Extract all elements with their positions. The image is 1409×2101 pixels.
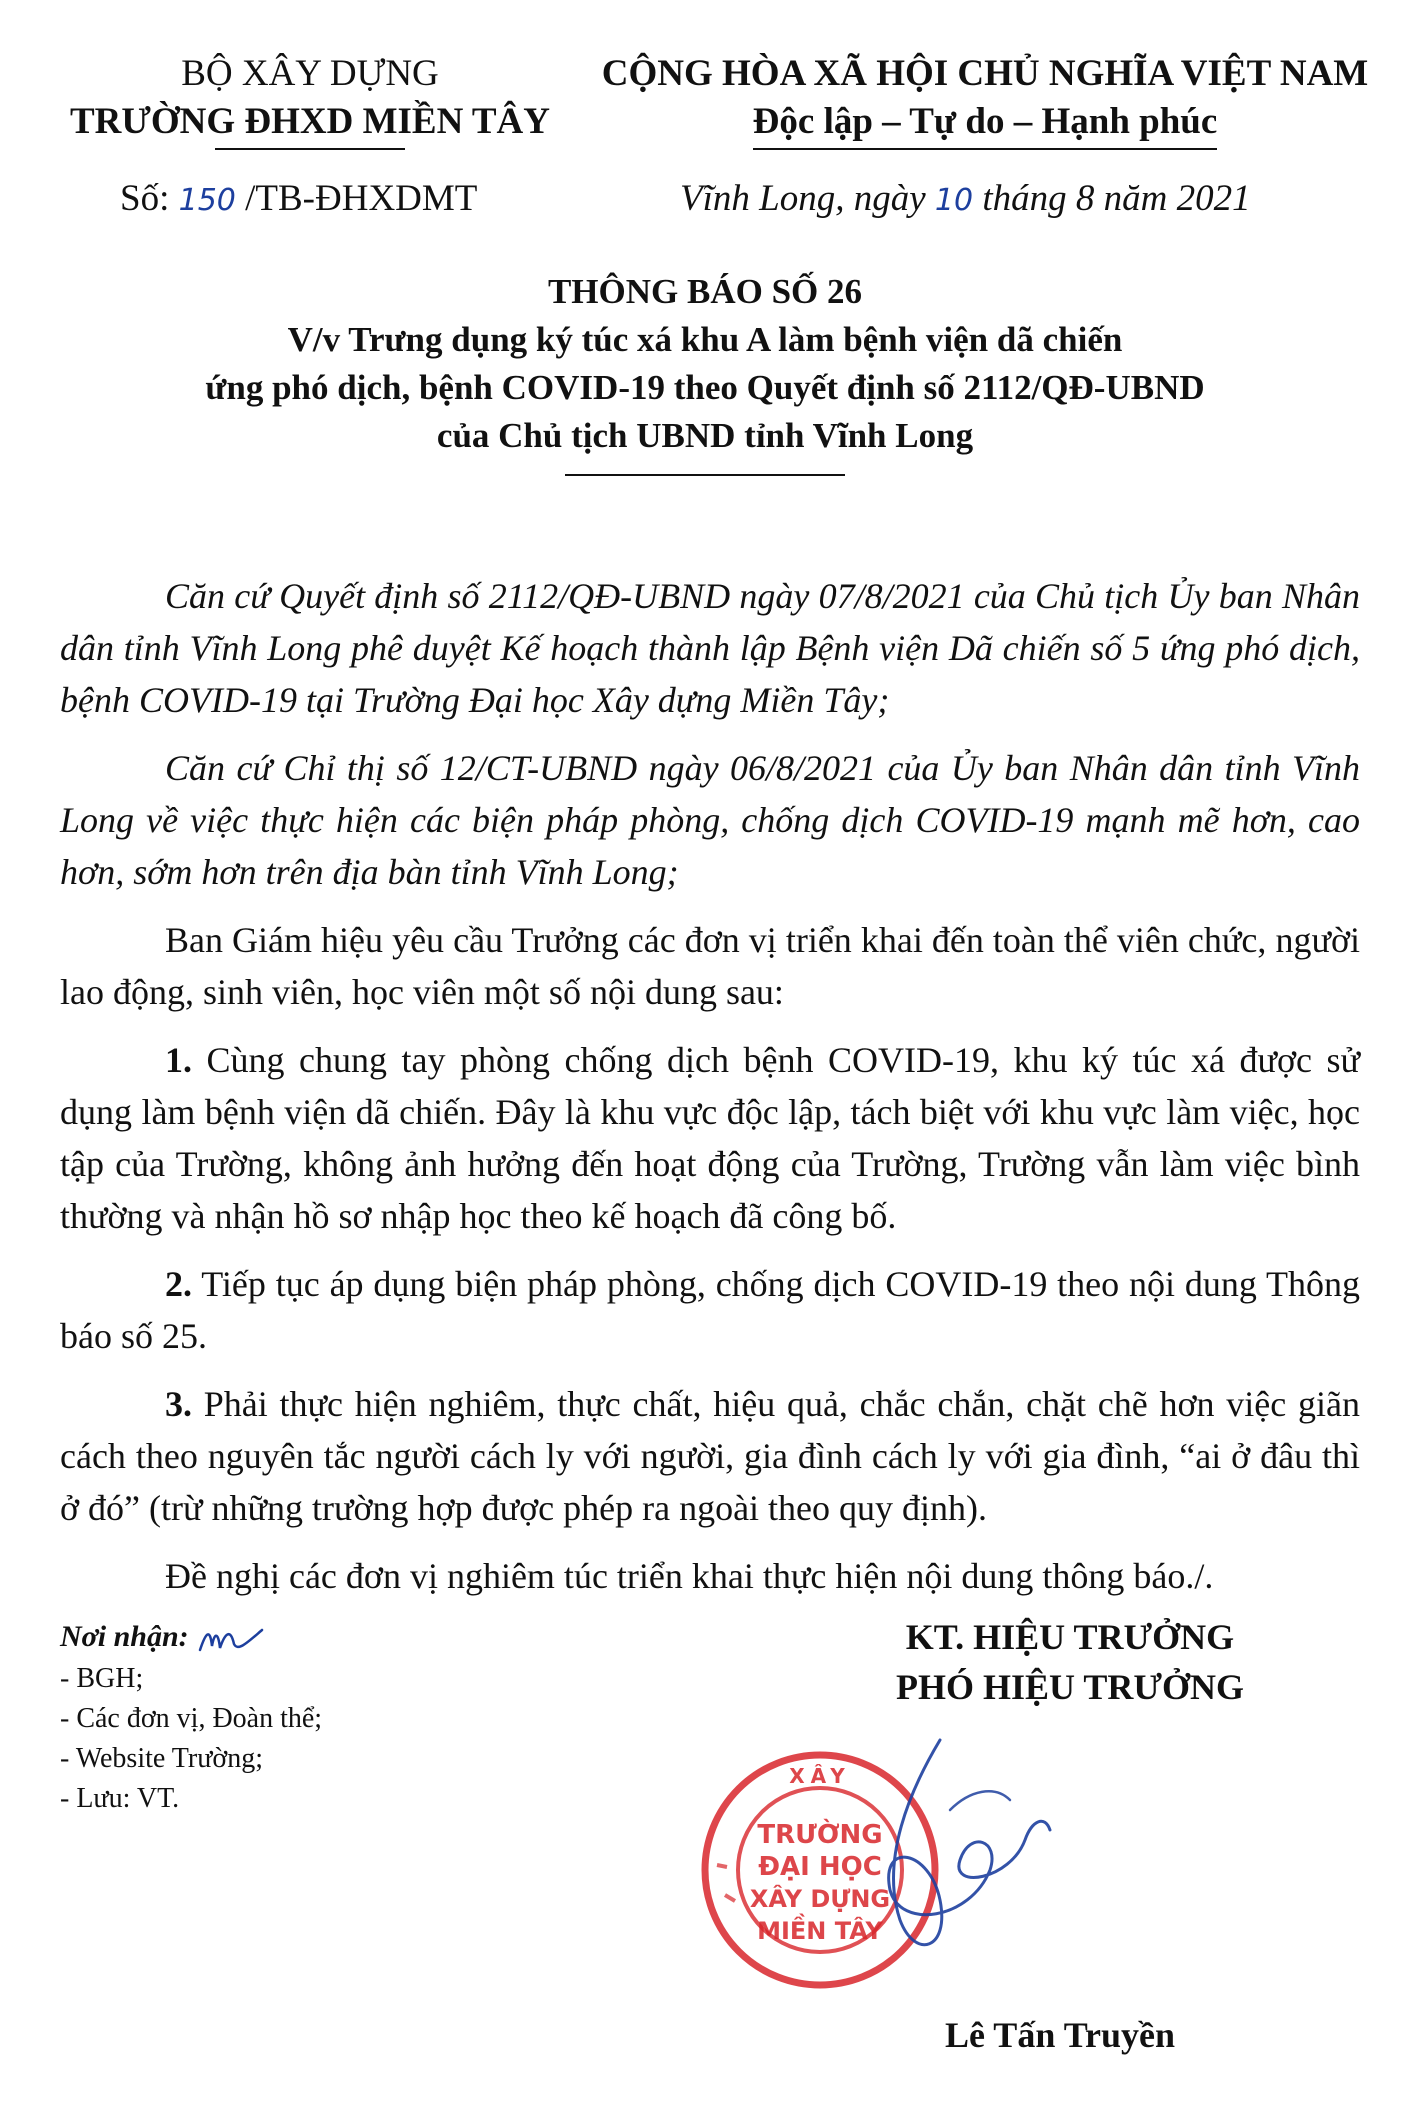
closing-paragraph: Đề nghị các đơn vị nghiêm túc triển khai thực hiện nội dung thông báo./. [165, 1556, 1214, 1596]
document-title [60, 268, 1350, 476]
title-line-4: của Chủ tịch UBND tỉnh Vĩnh Long [436, 416, 974, 455]
recipients-label: Nơi nhận: [60, 1620, 189, 1653]
title-underline [565, 474, 845, 476]
seal-line-2: ĐẠI HỌC [758, 1852, 882, 1882]
item-3: 3. Phải thực hiện nghiêm, thực chất, hiệu quả, chắc chắn, chặt chẽ hơn việc giãn cách theo nguyên tắc người cách ly với người, gia đình cách ly với gia đình, “ai ở đâu thì ở đó” (trừ những trường hợp được phép ra ngoài theo quy định). [60, 1384, 1361, 1528]
signer-name: Lê Tấn Truyền [944, 2015, 1176, 2055]
ministry-name: BỘ XÂY DỰNG [181, 53, 439, 94]
intro-paragraph: Ban Giám hiệu yêu cầu Trưởng các đơn vị triển khai đến toàn thể viên chức, người lao động, sinh viên, học viên một số nội dung sau: [60, 920, 1360, 1012]
title-line-3: ứng phó dịch, bệnh COVID-19 theo Quyết định số 2112/QĐ-UBND [205, 368, 1205, 407]
recipients [60, 1615, 560, 1819]
title-line-1: THÔNG BÁO SỐ 26 [547, 272, 863, 311]
handwritten-day: 10 [934, 183, 974, 218]
country-name: CỘNG HÒA XÃ HỘI CHỦ NGHĨA VIỆT NAM [601, 53, 1369, 94]
title-line-2: V/v Trưng dụng ký túc xá khu A làm bệnh viện dã chiến [287, 320, 1123, 359]
issue-date: Vĩnh Long, ngày 10 tháng 8 năm 2021 [680, 178, 1251, 219]
header-right [590, 50, 1380, 150]
basis-paragraph-2: Căn cứ Chỉ thị số 12/CT-UBND ngày 06/8/2021 của Ủy ban Nhân dân tỉnh Vĩnh Long về việc thực hiện các biện pháp phòng, chống dịch COVID-19 mạnh mẽ hơn, cao hơn, sớm hơn trên địa bàn tỉnh Vĩnh Long; [60, 748, 1360, 892]
signature-title-2: PHÓ HIỆU TRƯỞNG [895, 1667, 1245, 1707]
document-number: Số: 150 /TB-ĐHXDMT [120, 178, 478, 219]
signature-block [790, 1612, 1350, 1712]
seal-line-3: XÂY DỰNG [749, 1885, 891, 1913]
seal-line-4: MIỀN TÂY [757, 1917, 883, 1945]
recipient-3: - Website Trường; [60, 1743, 264, 1774]
seal-top-text: XÂY [789, 1764, 851, 1788]
initials-mark-icon [196, 1622, 266, 1656]
item-1: 1. Cùng chung tay phòng chống dịch bệnh COVID-19, khu ký túc xá được sử dụng làm bệnh viện dã chiến. Đây là khu vực độc lập, tách biệt với khu vực làm việc, học tập của Trường, không ảnh hưởng đến hoạt động của Trường, Trường vẫn làm việc bình thường và nhận hồ sơ nhập học theo kế hoạch đã công bố. [60, 1040, 1361, 1236]
document-body [60, 570, 1360, 1618]
handwritten-number: 150 [178, 183, 236, 218]
national-motto: Độc lập – Tự do – Hạnh phúc [753, 98, 1218, 150]
handwritten-signature-icon [820, 1720, 1060, 1980]
school-name: TRƯỜNG ĐHXD MIỀN TÂY [70, 101, 550, 142]
item-2: 2. Tiếp tục áp dụng biện pháp phòng, chống dịch COVID-19 theo nội dung Thông báo số 25. [60, 1264, 1361, 1356]
header-left [40, 50, 580, 150]
recipient-1: - BGH; [60, 1663, 144, 1694]
basis-paragraph-1: Căn cứ Quyết định số 2112/QĐ-UBND ngày 07/8/2021 của Chủ tịch Ủy ban Nhân dân tỉnh Vĩnh Long phê duyệt Kế hoạch thành lập Bệnh viện Dã chiến số 5 ứng phó dịch, bệnh COVID-19 tại Trường Đại học Xây dựng Miền Tây; [60, 576, 1360, 720]
recipient-2: - Các đơn vị, Đoàn thể; [60, 1703, 323, 1734]
header-left-underline [215, 148, 405, 150]
recipient-4: - Lưu: VT. [60, 1783, 180, 1814]
signature-title-1: KT. HIỆU TRƯỞNG [905, 1617, 1235, 1657]
seal-line-1: TRƯỜNG [757, 1820, 883, 1850]
